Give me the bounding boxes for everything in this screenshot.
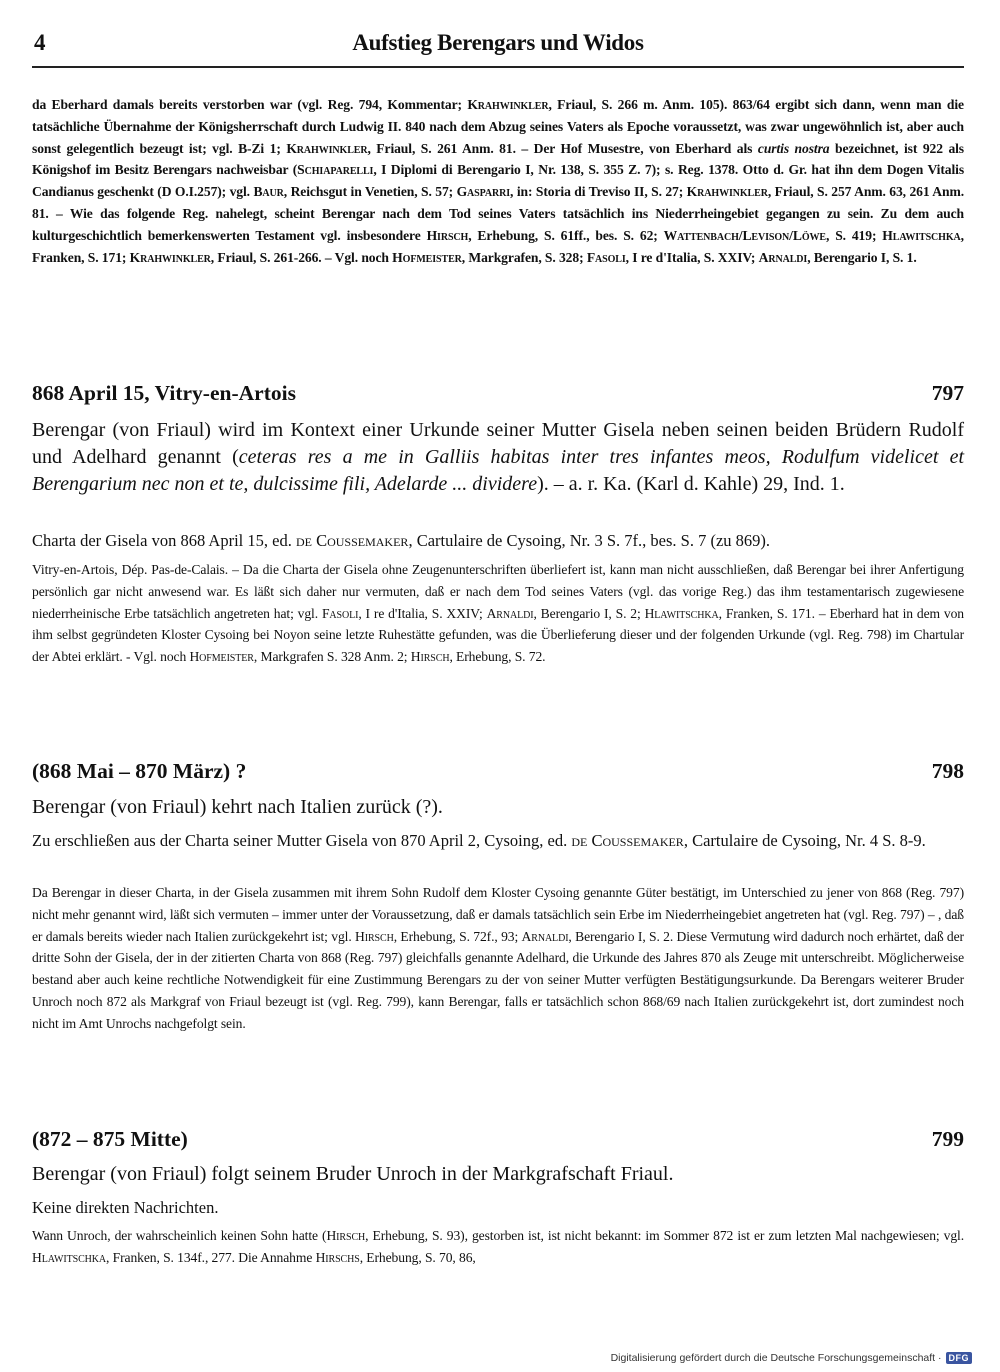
entry-date: 868 April 15, Vitry-en-Artois: [32, 381, 296, 405]
dfg-logo: DFG: [946, 1352, 973, 1364]
running-head: [32, 30, 964, 62]
entry-799-source: Keine direkten Nachrichten.: [32, 1198, 219, 1217]
page-number: 4: [34, 30, 46, 55]
entry-797-regest: Berengar (von Friaul) wird im Kontext einer Urkunde seiner Mutter Gisela neben seinen beiden Brüdern Rudolf und Adelhard genannt (ceteras res a me in Galliis habitas inter tres infantes meos, Rodulfum videlicet et Berengarium nec non et te, dulcissime fili, Adelarde ... dividere). – a. r. Ka. (Karl d. Kahle) 29, Ind. 1.: [32, 419, 965, 495]
entry-date: (868 Mai – 870 März) ?: [32, 759, 247, 783]
header-rule: [32, 66, 964, 68]
running-title: Aufstieg Berengars und Widos: [352, 30, 644, 55]
entry-798-commentary: Da Berengar in dieser Charta, in der Gisela zusammen mit ihrem Sohn Rudolf dem Kloster Cysoing genannte Güter bestätigt, im Unterschied zu jener von 868 (Reg. 797) nicht mehr genannt wird, läßt sich vermuten – immer unter der Voraussetzung, daß er damals tatsächlich sein Erbe im Niederrheingebiet angetreten hat (vgl. Reg. 797) – , daß er damals bereits wieder nach Italien zurückgekehrt ist; vgl. Hirsch, Erhebung, S. 72f., 93; Arnaldi, Berengario I, S. 2. Diese Vermutung wird dadurch noch erhärtet, daß der dritte Sohn der Gisela, der in der zitierten Charta von 868 (Reg. 797) gleichfalls genannte Adelhard, die Urkunde des Jahres 870 als Zeuge mit unterschreibt. Möglicherweise bestand aber auch keine rechtliche Notwendigkeit für eine Zustimmung Berengars zu der von seiner Mutter verfügten Bestätigungsurkunde. Da Berengars weiterer Bruder Unroch noch 872 als Markgraf von Friaul bezeugt ist (vgl. Reg. 799), kann Berengar, falls er tatsächlich schon 868/69 nach Italien zurückgekehrt ist, dort zumindest noch nicht im Amt Unrochs nachgefolgt sein.: [32, 885, 964, 1031]
top-commentary: da Eberhard damals bereits verstorben war (vgl. Reg. 794, Kommentar; Krahwinkler, Friaul, S. 266 m. Anm. 105). 863/64 ergibt sich dann, wenn man die tatsächliche Übernahme der Königsherrschaft durch Ludwig II. 840 nach dem Abzug seines Vaters als Epoche voraussetzt, was zwar ungewöhnlich ist, aber auch sonst gelegentlich bezeugt ist; vgl. B-Zi 1; Krahwinkler, Friaul, S. 261 Anm. 81. – Der Hof Musestre, von Eberhard als curtis nostra bezeichnet, ist 922 als Königshof im Besitz Berengars nachweisbar (Schiaparelli, I Diplomi di Berengario I, Nr. 138, S. 355 Z. 7); s. Reg. 1378. Otto d. Gr. hat ihn dem Dogen Vitalis Candianus geschenkt (D O.I.257); vgl. Baur, Reichsgut in Venetien, S. 57; Gasparri, in: Storia di Treviso II, S. 27; Krahwinkler, Friaul, S. 257 Anm. 63, 261 Anm. 81. – Wie das folgende Reg. nahelegt, scheint Berengar nach dem Tod seines Vaters tatsächlich ins Niederrheingebiet gegangen zu sein. Zu dem auch kulturgeschichtlich bemerkenswerten Testament vgl. insbesondere Hirsch, Erhebung, S. 61ff., bes. S. 62; Wattenbach/Levison/Löwe, S. 419; Hlawitschka, Franken, S. 171; Krahwinkler, Friaul, S. 261-266. – Vgl. noch Hofmeister, Markgrafen, S. 328; Fasoli, I re d'Italia, S. XXIV; Arnaldi, Berengario I, S. 1.: [32, 97, 965, 265]
entry-798-source: Zu erschließen aus der Charta seiner Mutter Gisela von 870 April 2, Cysoing, ed. de Coussemaker, Cartulaire de Cysoing, Nr. 4 S. 8-9.: [32, 831, 926, 850]
entry-797-heading: [32, 381, 964, 411]
entry-798-heading: [32, 759, 964, 789]
credit-text: Digitalisierung gefördert durch die Deutsche Forschungsgemeinschaft ·: [610, 1352, 942, 1364]
entry-797-source: Charta der Gisela von 868 April 15, ed. de Coussemaker, Cartulaire de Cysoing, Nr. 3 S. 7f., bes. S. 7 (zu 869).: [32, 531, 771, 550]
entry-number: 799: [931, 1127, 964, 1151]
entry-797-commentary: Vitry-en-Artois, Dép. Pas-de-Calais. – Da die Charta der Gisela ohne Zeugenunterschriften überliefert ist, kann man nicht ausschließen, daß Berengar bei ihrer Anfertigung persönlich gar nicht anwesend war. Es läßt sich daher nur vermuten, daß er nach dem Tod seines Vaters (vgl. das vorige Reg.) das ihm testamentarisch zugewiesene niederrheinische Erbe tatsächlich angetreten hat; vgl. Fasoli, I re d'Italia, S. XXIV; Arnaldi, Berengario I, S. 2; Hlawitschka, Franken, S. 171. – Eberhard hat in dem von ihm selbst gegründeten Kloster Cysoing bei Noyon seine letzte Ruhestätte gefunden, was die Überlieferung dieser und der folgenden Urkunde (vgl. Reg. 798) im Chartular der Abtei erklärt. - Vgl. noch Hofmeister, Markgrafen S. 328 Anm. 2; Hirsch, Erhebung, S. 72.: [32, 562, 964, 665]
entry-799-heading: [32, 1127, 964, 1157]
digitization-credit: [611, 1352, 972, 1364]
entry-798-regest: Berengar (von Friaul) kehrt nach Italien zurück (?).: [32, 796, 443, 818]
entry-799-regest: Berengar (von Friaul) folgt seinem Bruder Unroch in der Markgrafschaft Friaul.: [32, 1163, 674, 1185]
entry-number: 798: [931, 759, 964, 783]
entry-number: 797: [931, 381, 964, 405]
entry-799-commentary: Wann Unroch, der wahrscheinlich keinen Sohn hatte (Hirsch, Erhebung, S. 93), gestorben ist, ist nicht bekannt: im Sommer 872 ist er zum letzten Mal nachgewiesen; vgl. Hlawitschka, Franken, S. 134f., 277. Die Annahme Hirschs, Erhebung, S. 70, 86,: [32, 1228, 965, 1265]
entry-date: (872 – 875 Mitte): [32, 1127, 188, 1151]
